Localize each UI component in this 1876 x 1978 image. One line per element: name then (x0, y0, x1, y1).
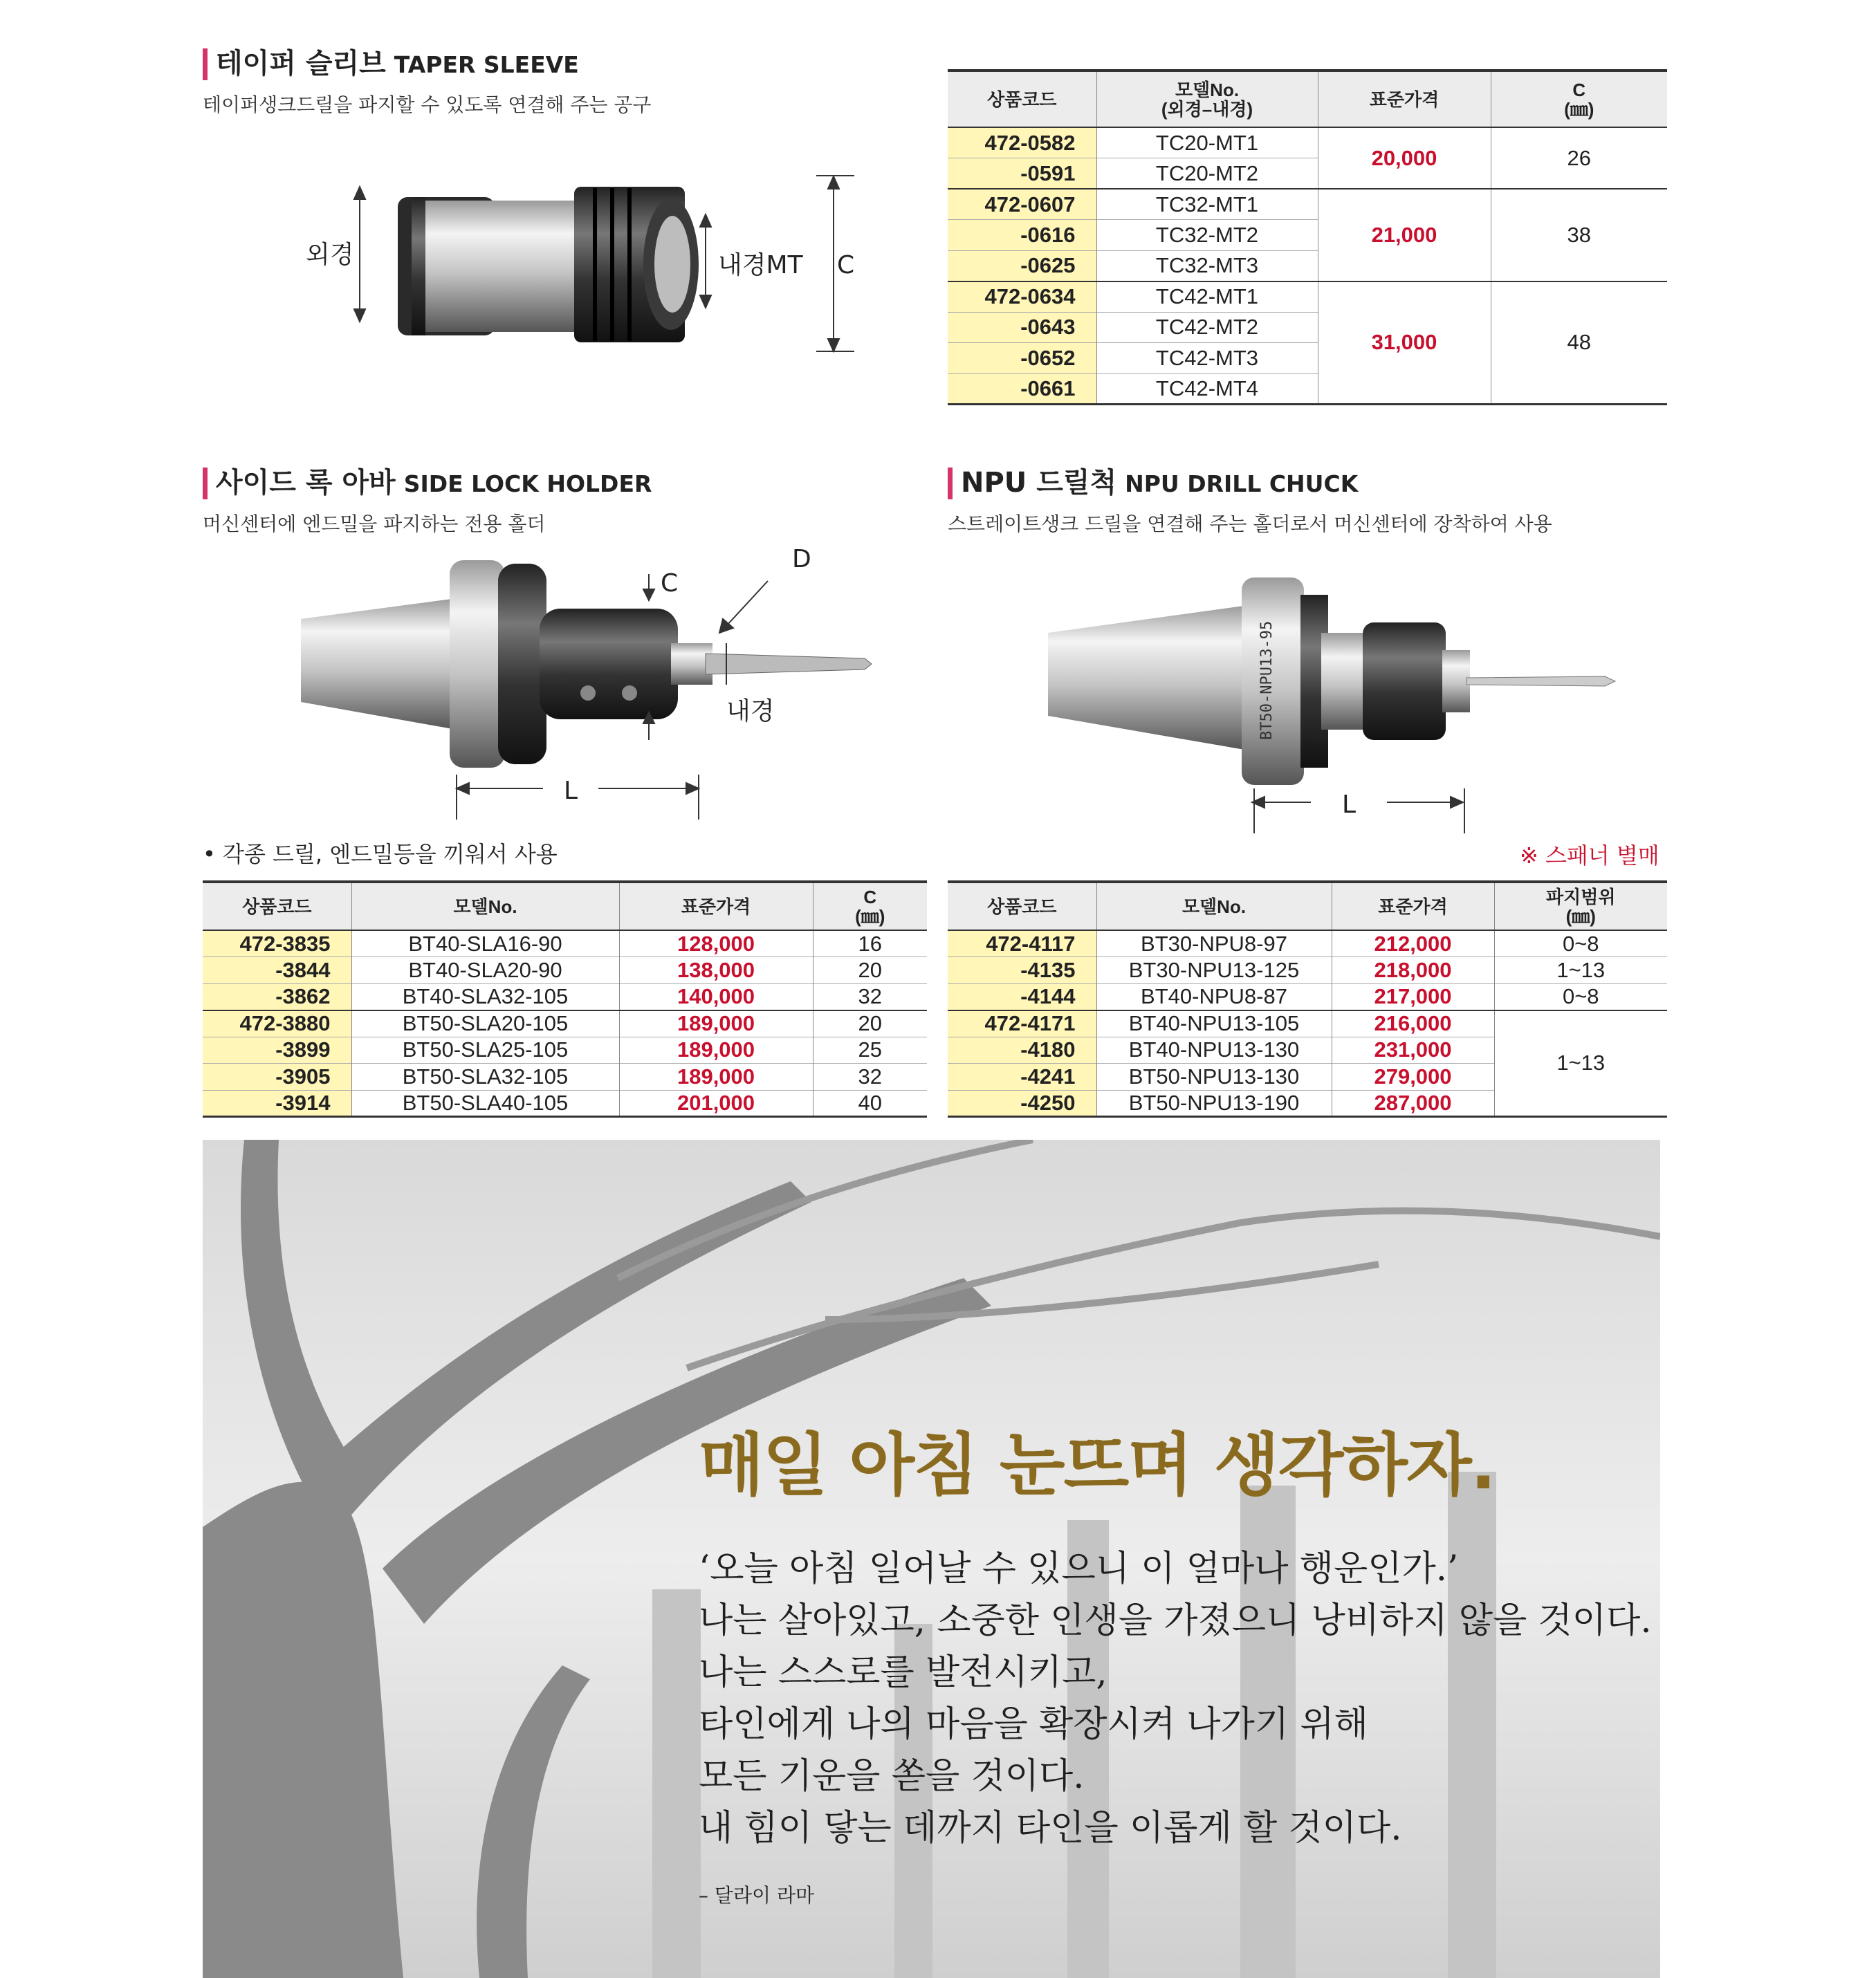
cell-price: 189,000 (619, 1064, 813, 1091)
col-model (1096, 71, 1318, 127)
label-c: C (837, 251, 855, 279)
cell-code: 472-0634 (948, 281, 1096, 313)
cell-price: 189,000 (619, 1037, 813, 1064)
cell-model: TC42-MT4 (1096, 373, 1318, 405)
table-head (203, 882, 927, 930)
table-row (948, 930, 1667, 957)
label-outer: 외경 (306, 241, 354, 269)
cell-price: 212,000 (1332, 930, 1494, 957)
cell-price: 287,000 (1332, 1090, 1494, 1117)
table-row (948, 957, 1667, 984)
title-ko: 사이드 록 아바 (216, 467, 396, 499)
col-model-line2: (외경–내경) (1161, 98, 1253, 120)
quote-author: – 달라이 라마 (699, 1884, 815, 1907)
cell-model: BT40-NPU8-87 (1096, 983, 1332, 1010)
cell-price: 218,000 (1332, 957, 1494, 984)
cell-code: 472-3880 (203, 1010, 351, 1037)
col-range-line1: 파지범위 (1546, 886, 1616, 907)
cell-code: -0591 (948, 158, 1096, 190)
cell-code: -0652 (948, 343, 1096, 374)
title-ko: 테이퍼 슬리브 (216, 48, 386, 80)
cell-range: 0~8 (1494, 983, 1667, 1010)
col-model-line1: 모델No. (1175, 79, 1240, 100)
npu-section (948, 468, 1552, 537)
cell-model: BT30-NPU13-125 (1096, 957, 1332, 984)
cell-price: 216,000 (1332, 1010, 1494, 1037)
npu-desc: 스트레이트생크 드릴을 연결해 주는 홀더로서 머신센터에 장착하여 사용 (948, 512, 1552, 535)
table-row (948, 983, 1667, 1010)
cell-model: TC42-MT1 (1096, 281, 1318, 313)
cell-model: TC20-MT1 (1096, 127, 1318, 158)
table-body (948, 930, 1667, 1117)
npu-drill-chuck-image (1038, 567, 1633, 844)
engraving-text: BT50-NPU13-95 (1258, 620, 1276, 740)
side-lock-note: • 각종 드릴, 엔드밀등을 끼워서 사용 (203, 841, 558, 867)
quote-line: 나는 살아있고, 소중한 인생을 가졌으니 낭비하지 않을 것이다. (699, 1600, 1652, 1641)
cell-model: BT50-SLA40-105 (351, 1090, 619, 1117)
col-code: 상품코드 (948, 71, 1096, 127)
side-lock-desc: 머신센터에 엔드밀을 파지하는 전용 홀더 (203, 512, 546, 535)
quote-lines (699, 1543, 1652, 1854)
title-en: TAPER SLEEVE (394, 51, 579, 78)
cell-code: -0625 (948, 250, 1096, 281)
cell-code: -4241 (948, 1064, 1096, 1091)
quote-line: 모든 기운을 쏟을 것이다. (699, 1756, 1085, 1797)
cell-price: 231,000 (1332, 1037, 1494, 1064)
col-c-line1: C (1572, 79, 1586, 100)
table-body (948, 127, 1667, 405)
cell-c: 26 (1491, 127, 1667, 189)
col-model: 모델No. (351, 882, 619, 930)
col-code: 상품코드 (203, 882, 351, 930)
col-price: 표준가격 (1332, 882, 1494, 930)
label-inner: 내경 (726, 697, 775, 725)
cell-model: TC32-MT2 (1096, 220, 1318, 251)
cell-model: BT50-SLA32-105 (351, 1064, 619, 1091)
table-row (203, 1037, 927, 1064)
cell-model: BT40-NPU13-105 (1096, 1010, 1332, 1037)
cell-code: -3905 (203, 1064, 351, 1091)
col-range-line2: (㎜) (1565, 905, 1596, 927)
cell-code: -0616 (948, 220, 1096, 251)
side-lock-title (203, 468, 652, 499)
cell-price: 140,000 (619, 983, 813, 1010)
table-head (948, 882, 1667, 930)
table-row (948, 127, 1667, 158)
quote-line: 나는 스스로를 발전시키고, (699, 1652, 1107, 1693)
cell-code: 472-0582 (948, 127, 1096, 158)
cell-model: TC32-MT1 (1096, 189, 1318, 220)
cell-code: -4135 (948, 957, 1096, 984)
cell-price: 138,000 (619, 957, 813, 984)
side-lock-table (203, 880, 927, 1118)
table-row (203, 957, 927, 984)
cell-model: BT50-SLA20-105 (351, 1010, 619, 1037)
col-c (813, 882, 927, 930)
label-inner-mt: 내경MT (718, 251, 803, 279)
taper-sleeve-image (304, 173, 872, 353)
label-l: L (1342, 791, 1357, 819)
cell-c: 20 (813, 957, 927, 984)
table-head (948, 71, 1667, 127)
cell-c: 38 (1491, 189, 1667, 281)
cell-model: BT40-SLA20-90 (351, 957, 619, 984)
cell-c: 48 (1491, 281, 1667, 405)
cell-model: BT40-NPU13-130 (1096, 1037, 1332, 1064)
quote-line: 타인에게 나의 마음을 확장시켜 나가기 위해 (699, 1704, 1368, 1745)
cell-range: 0~8 (1494, 930, 1667, 957)
table-row (203, 1010, 927, 1037)
cell-code: -3914 (203, 1090, 351, 1117)
cell-price: 128,000 (619, 930, 813, 957)
cell-model: BT30-NPU8-97 (1096, 930, 1332, 957)
cell-price: 189,000 (619, 1010, 813, 1037)
cell-code: -4180 (948, 1037, 1096, 1064)
cell-code: 472-4171 (948, 1010, 1096, 1037)
quote-line: ‘오늘 아침 일어날 수 있으니 이 얼마나 행운인가.’ (699, 1549, 1459, 1589)
cell-code: 472-0607 (948, 189, 1096, 220)
table-row (948, 189, 1667, 220)
cell-model: BT40-SLA16-90 (351, 930, 619, 957)
quote-headline: 매일 아침 눈뜨며 생각하자. (699, 1426, 1495, 1505)
cell-range: 1~13 (1494, 957, 1667, 984)
cell-range: 1~13 (1494, 1010, 1667, 1117)
npu-title (948, 468, 1552, 499)
title-en: NPU DRILL CHUCK (1125, 470, 1359, 497)
cell-code: -3862 (203, 983, 351, 1010)
cell-c: 20 (813, 1010, 927, 1037)
cell-price: 217,000 (1332, 983, 1494, 1010)
col-model: 모델No. (1096, 882, 1332, 930)
col-price: 표준가격 (1318, 71, 1491, 127)
cell-code: -4144 (948, 983, 1096, 1010)
cell-model: TC20-MT2 (1096, 158, 1318, 190)
cell-code: -3844 (203, 957, 351, 984)
npu-note: ※ 스패너 별매 (1520, 842, 1659, 869)
table-header-row (203, 882, 927, 930)
title-ko: NPU 드릴척 (961, 467, 1117, 499)
cell-price: 31,000 (1318, 281, 1491, 405)
table-header-row (948, 882, 1667, 930)
cell-model: BT50-NPU13-190 (1096, 1090, 1332, 1117)
taper-sleeve-desc: 테이퍼생크드릴을 파지할 수 있도록 연결해 주는 공구 (203, 93, 652, 116)
taper-sleeve-section (203, 48, 651, 118)
cell-model: TC42-MT2 (1096, 312, 1318, 343)
npu-table (948, 880, 1667, 1118)
cell-model: BT50-SLA25-105 (351, 1037, 619, 1064)
col-code: 상품코드 (948, 882, 1096, 930)
side-lock-image (291, 546, 899, 837)
taper-sleeve-table (948, 69, 1667, 405)
cell-model: TC32-MT3 (1096, 250, 1318, 281)
taper-sleeve-title (203, 48, 651, 80)
cell-price: 21,000 (1318, 189, 1491, 281)
cell-price: 201,000 (619, 1090, 813, 1117)
col-price: 표준가격 (619, 882, 813, 930)
label-d: D (792, 546, 811, 573)
quote-line: 내 힘이 닿는 데까지 타인을 이롭게 할 것이다. (699, 1808, 1402, 1849)
table-body (203, 930, 927, 1117)
col-c-line2: (㎜) (855, 905, 885, 927)
table-row (203, 930, 927, 957)
col-range (1494, 882, 1667, 930)
table-row (948, 281, 1667, 313)
cell-code: -4250 (948, 1090, 1096, 1117)
cell-model: TC42-MT3 (1096, 343, 1318, 374)
cell-model: BT40-SLA32-105 (351, 983, 619, 1010)
cell-c: 32 (813, 1064, 927, 1091)
cell-c: 16 (813, 930, 927, 957)
table-row (948, 1010, 1667, 1037)
side-lock-section (203, 468, 652, 537)
cell-code: -3899 (203, 1037, 351, 1064)
cell-code: 472-4117 (948, 930, 1096, 957)
col-c-line2: (㎜) (1564, 98, 1594, 120)
label-c: C (661, 569, 679, 598)
quote-block (699, 1411, 1652, 1908)
table-row (203, 983, 927, 1010)
cell-c: 25 (813, 1037, 927, 1064)
cell-c: 40 (813, 1090, 927, 1117)
table-header-row (948, 71, 1667, 127)
title-en: SIDE LOCK HOLDER (403, 470, 652, 497)
cell-code: -0661 (948, 373, 1096, 405)
cell-code: -0643 (948, 312, 1096, 343)
cell-c: 32 (813, 983, 927, 1010)
table-row (203, 1064, 927, 1091)
col-c-line1: C (863, 886, 877, 907)
cell-model: BT50-NPU13-130 (1096, 1064, 1332, 1091)
cell-price: 20,000 (1318, 127, 1491, 189)
cell-price: 279,000 (1332, 1064, 1494, 1091)
cell-code: 472-3835 (203, 930, 351, 957)
label-l: L (564, 777, 578, 805)
col-c (1491, 71, 1667, 127)
table-row (203, 1090, 927, 1117)
